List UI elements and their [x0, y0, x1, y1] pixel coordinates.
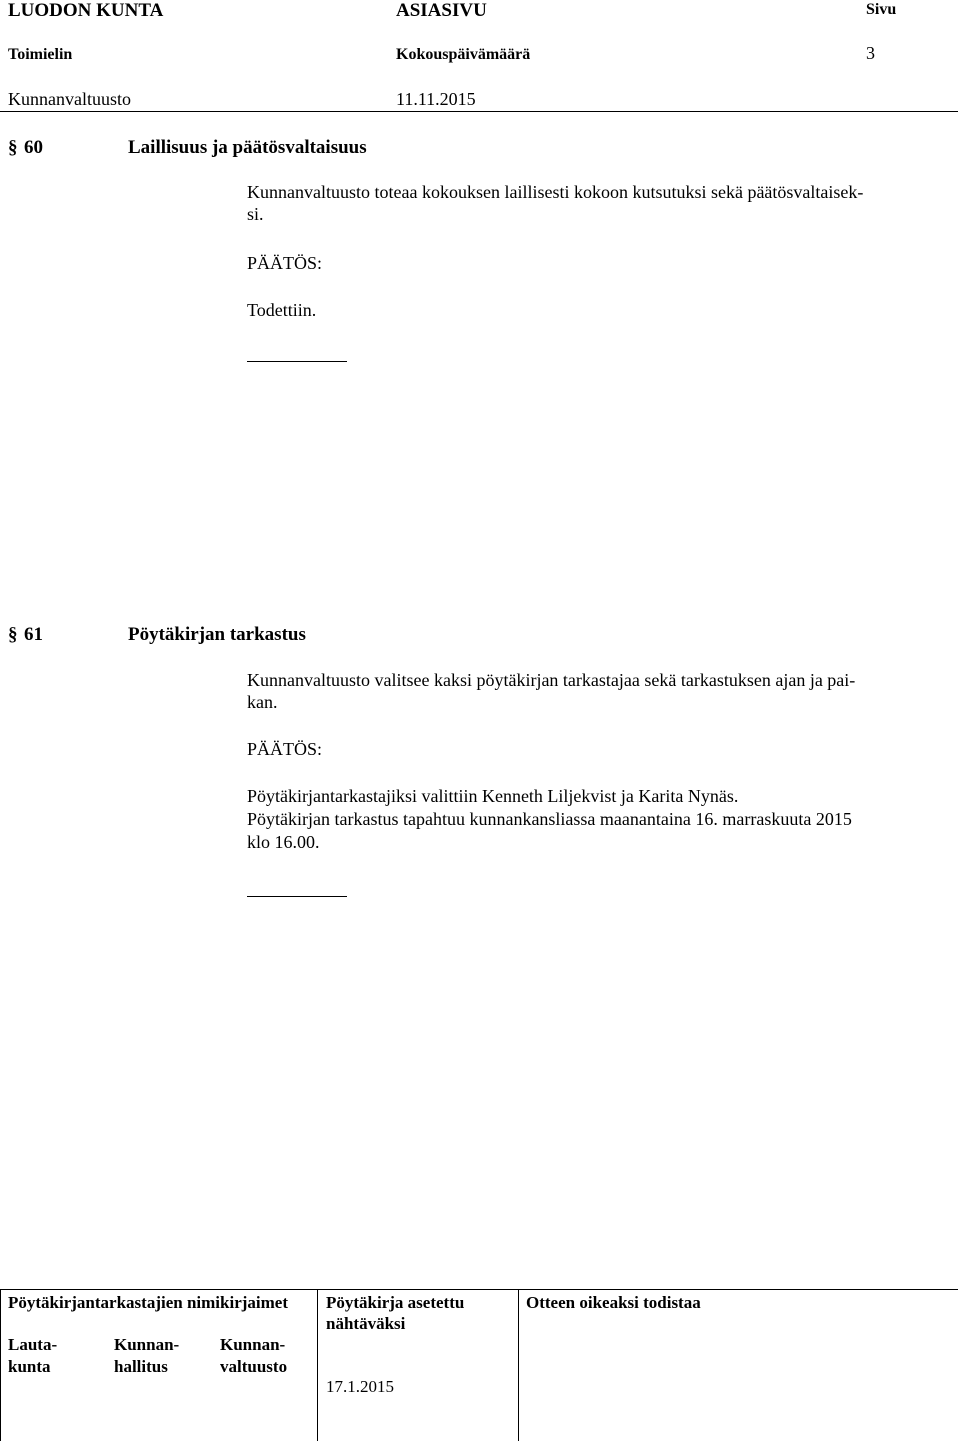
signature-column-label: kunta — [8, 1357, 51, 1376]
section-text-line: si. — [247, 204, 264, 224]
organization-name: LUODON KUNTA — [8, 0, 164, 21]
body-label: Toimielin — [8, 46, 73, 63]
signature-column-label: valtuusto — [220, 1357, 288, 1376]
section-title: Pöytäkirjan tarkastus — [128, 624, 306, 645]
section-end-rule — [247, 361, 347, 362]
decision-label: PÄÄTÖS: — [247, 739, 323, 759]
section-text-line: Kunnanvaltuusto toteaa kokouksen laillisesti kokoon kutsutuksi sekä päätösvaltaisek- — [247, 182, 864, 202]
decision-label: PÄÄTÖS: — [247, 253, 323, 273]
section-text-line: kan. — [247, 692, 278, 712]
footer-column-divider — [317, 1289, 318, 1441]
decision-text-line: Pöytäkirjan tarkastus tapahtuu kunnankansliassa maanantaina 16. marraskuuta 2015 — [247, 809, 852, 829]
date-label: Kokouspäivämäärä — [396, 46, 531, 63]
page-number: 3 — [866, 43, 875, 63]
decision-text-line: Todettiin. — [247, 300, 317, 320]
date-value: 11.11.2015 — [396, 89, 476, 109]
section-text-line: Kunnanvaltuusto valitsee kaksi pöytäkirjan tarkastajaa sekä tarkastuksen ajan ja pai- — [247, 670, 856, 690]
signatures-label: Pöytäkirjantarkastajien nimikirjaimet — [8, 1293, 288, 1312]
section-symbol: § — [8, 624, 18, 645]
signature-column-label: Kunnan- — [114, 1335, 180, 1354]
body-value: Kunnanvaltuusto — [8, 89, 131, 109]
decision-text-line: Pöytäkirjantarkastajiksi valittiin Kenneth Liljekvist ja Karita Nynäs. — [247, 786, 739, 806]
section-number: 61 — [24, 624, 43, 645]
signature-column-label: Lauta- — [8, 1335, 58, 1354]
signature-column-label: Kunnan- — [220, 1335, 286, 1354]
signature-column-label: hallitus — [114, 1357, 168, 1376]
section-symbol: § — [8, 137, 18, 158]
posted-label: Pöytäkirja asetettu — [326, 1293, 465, 1312]
section-title: Laillisuus ja päätösvaltaisuus — [128, 137, 367, 158]
section-end-rule — [247, 896, 347, 897]
page-label: Sivu — [866, 1, 897, 18]
section-number: 60 — [24, 137, 43, 158]
header-divider — [0, 111, 958, 112]
footer-column-divider — [518, 1289, 519, 1441]
footer-left-border — [0, 1289, 1, 1441]
document-type: ASIASIVU — [396, 0, 487, 21]
decision-text-line: klo 16.00. — [247, 832, 320, 852]
certified-label: Otteen oikeaksi todistaa — [526, 1293, 701, 1312]
posted-label: nähtäväksi — [326, 1314, 406, 1333]
posted-date: 17.1.2015 — [326, 1377, 394, 1396]
footer-top-border — [0, 1289, 958, 1290]
